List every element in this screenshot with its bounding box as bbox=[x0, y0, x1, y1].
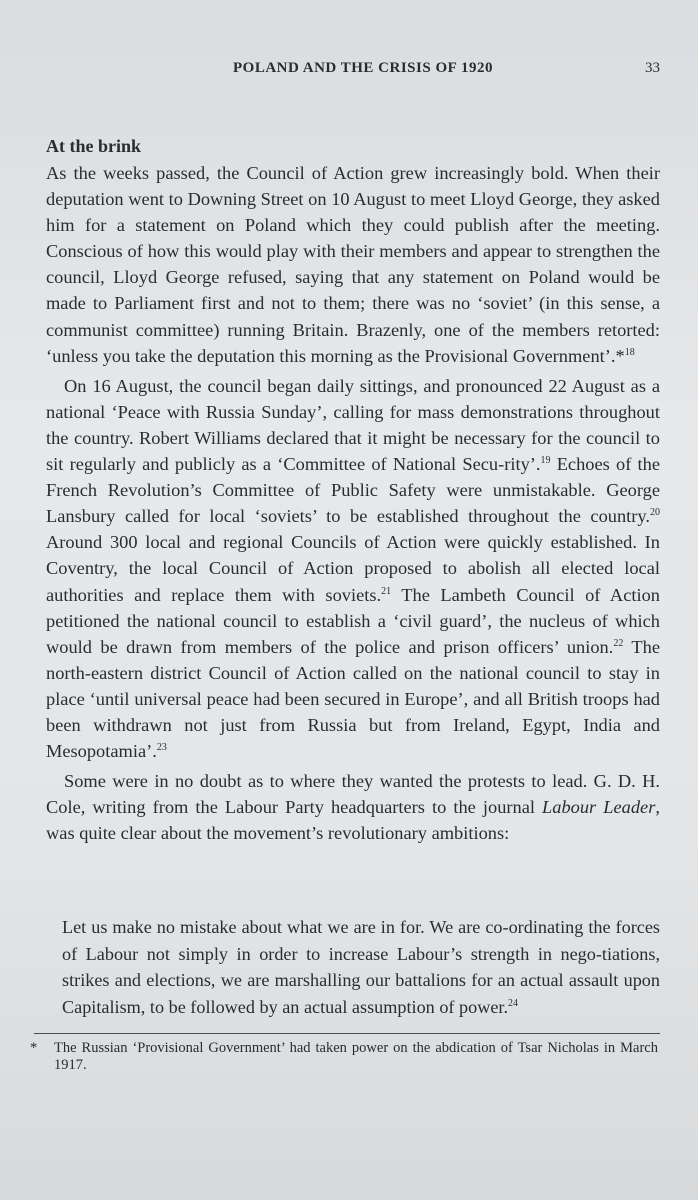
note-ref-20: 20 bbox=[650, 507, 660, 519]
block-quote-text: Let us make no mistake about what we are in for. We are co-ordinating the forces of Labour not simply in order to increase Labour’s strength in nego-tiations, strikes and elections, we are marshalling our battalions for an actual assault upon Capitalism, to be followed by an actual assumption of power. bbox=[62, 917, 660, 1017]
paragraph-2-sentence-1: On 16 August, the council began daily sittings, and pronounced 22 August as a national ‘Peace with Russia Sunday’, calling for mass demonstrations throughout the country. Robert Williams declared that it might be necessary for the council to sit regularly and publicly as a ‘Committee of National Secu-rity’. bbox=[46, 375, 660, 475]
running-head bbox=[46, 60, 660, 80]
footnote bbox=[30, 1040, 658, 1074]
paragraph-2-sentence-3: Around 300 local and regional Councils of Action were quickly established. In Coventry, the local Council of Action proposed to abolish all elected local authorities and replace them with soviets. bbox=[46, 532, 660, 605]
running-title: POLAND AND THE CRISIS OF 1920 bbox=[233, 60, 493, 76]
footnote-mark: * bbox=[30, 1040, 38, 1056]
paragraph-2-sentence-5: The north-eastern district Council of Action called on the national council to stay in place ‘until universal peace had been secured in Europe’, and all British troops had been withdrawn not just from Russia but from Ireland, Egypt, India and Mesopotamia’. bbox=[46, 636, 661, 762]
paragraph-1-text: As the weeks passed, the Council of Action grew increasingly bold. When their deputation went to Downing Street on 10 August to meet Lloyd George, they asked him for a statement on Poland which they could publish after the meeting. Conscious of how this would play with their members and appear to strengthen the council, Lloyd George refused, saying that any statement on Poland would be made to Parliament first and not to them; there was no ‘soviet’ (in this sense, a communist committee) running Britain. Brazenly, one of the members retorted: ‘unless you take the deputation this morning as the Provisional Government’.* bbox=[46, 163, 660, 366]
paragraph-3-after: , was quite clear about the movement’s revolutionary ambitions: bbox=[46, 797, 660, 844]
note-ref-22: 22 bbox=[613, 637, 624, 649]
body-text bbox=[46, 160, 660, 846]
note-ref-23: 23 bbox=[156, 741, 167, 753]
note-ref-19: 19 bbox=[540, 454, 551, 466]
paragraph-2-sentence-4: The Lambeth Council of Action petitioned the national council to establish a ‘civil guard’, the nucleus of which would be drawn from members of the police and prison officers’ union. bbox=[46, 584, 660, 657]
note-ref-18: 18 bbox=[624, 346, 635, 358]
paragraph-2 bbox=[46, 373, 660, 764]
note-ref-21: 21 bbox=[381, 585, 392, 597]
note-ref-24: 24 bbox=[508, 997, 519, 1009]
paragraph-3 bbox=[46, 768, 660, 846]
page-number: 33 bbox=[645, 60, 660, 76]
paragraph-3-before: Some were in no doubt as to where they wanted the protests to lead. G. D. H. Cole, writing from the Labour Party headquarters to the journal bbox=[46, 771, 660, 818]
paragraph-1 bbox=[46, 160, 660, 369]
paragraph-2-sentence-2: Echoes of the French Revolution’s Committee of Public Safety were unmistakable. George Lansbury called for local ‘soviets’ to be established throughout the country. bbox=[46, 454, 660, 527]
section-heading: At the brink bbox=[46, 136, 142, 156]
block-quote bbox=[62, 914, 660, 1020]
journal-title: Labour Leader bbox=[542, 797, 656, 818]
footnote-divider bbox=[34, 1033, 660, 1034]
footnote-text: The Russian ‘Provisional Government’ had taken power on the abdication of Tsar Nicholas in March 1917. bbox=[54, 1040, 658, 1073]
